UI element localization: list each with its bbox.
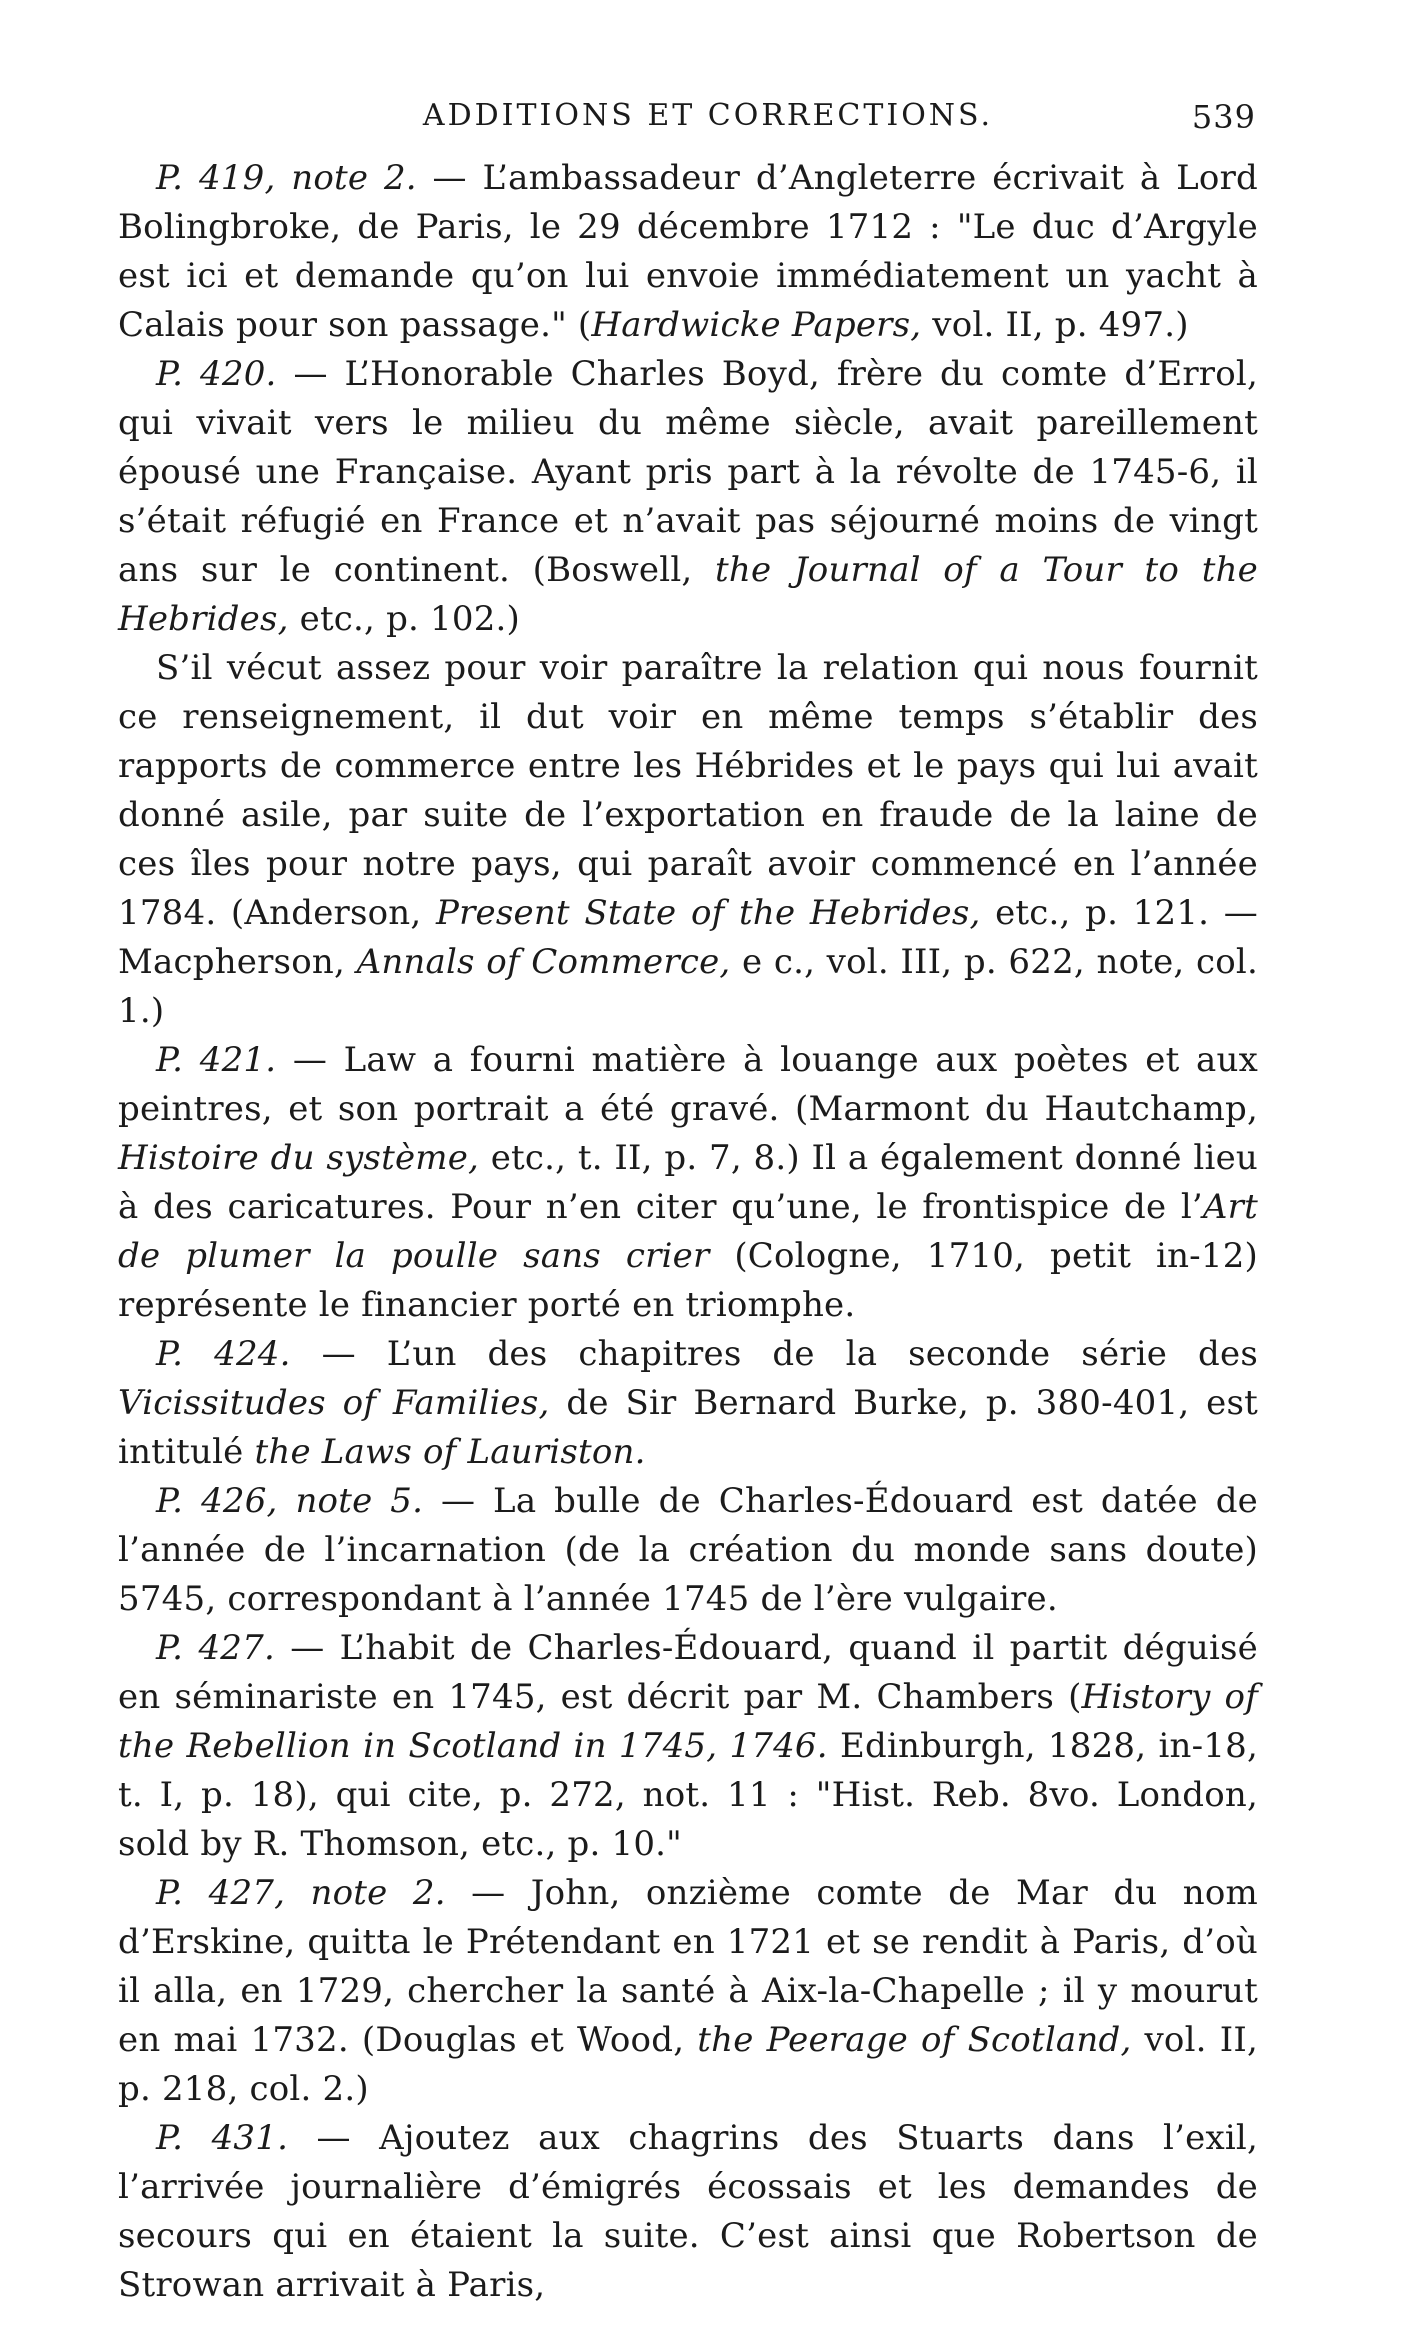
text-run: — L’un des chapitres de la seconde série des [290, 1334, 1258, 1374]
cited-title: Present State of the Hebrides, [436, 893, 981, 933]
cited-title: the Laws of Lauriston. [254, 1432, 646, 1472]
page-reference: P. 419, note 2. [156, 158, 417, 198]
cited-title: Hardwicke Papers, [591, 305, 922, 345]
paragraph [118, 2114, 1258, 2310]
paragraph [118, 1036, 1258, 1330]
text-run: vol. II, p. 497.) [921, 305, 1189, 345]
paragraph [118, 350, 1258, 644]
paragraph [118, 154, 1258, 350]
cited-title: Art de plumer la poulle sans crier [118, 1187, 1258, 1276]
page-reference: P. 427. [156, 1628, 275, 1668]
cited-title: Histoire du système, [118, 1138, 480, 1178]
text-run: — Ajoutez aux chagrins des Stuarts dans l’exil, l’arrivée journalière d’émigrés écossais et les demandes de secours qui en étaient la suite. C’est ainsi que Robertson de Strowan arrivait à Paris, [118, 2118, 1258, 2305]
page-number: 539 [1191, 98, 1256, 136]
text-run: — L’ambassadeur d’Angleterre écrivait à Lord Bolingbroke, de Paris, le 29 décembre 1712 : "Le duc d’Argyle est ici et demande qu’on lui envoie immédiatement un yacht à Calais pour son passage." ( [118, 158, 1259, 345]
running-head [118, 98, 1258, 148]
page-reference: P. 420. [156, 354, 277, 394]
running-title: ADDITIONS ET CORRECTIONS. [422, 98, 994, 133]
paragraph [118, 1477, 1258, 1624]
cited-title: History of the Rebellion in Scotland in 1745, 1746. [118, 1677, 1258, 1766]
text-run: etc., p. 121. — Macpherson, [118, 893, 1258, 982]
text-run: etc., t. II, p. 7, 8.) Il a également donné lieu à des caricatures. Pour n’en citer qu’une, le frontispice de l’ [118, 1138, 1258, 1227]
paragraph [118, 1869, 1258, 2114]
text-run: de Sir Bernard Burke, p. 380-401, est intitulé [118, 1383, 1258, 1472]
paragraph [118, 1330, 1258, 1477]
page [118, 98, 1258, 2310]
cited-title: the Journal of a Tour to the Hebrides, [118, 550, 1258, 639]
page-reference: P. 426, note 5. [156, 1481, 424, 1521]
page-reference: P. 421. [156, 1040, 277, 1080]
page-reference: P. 431. [156, 2118, 289, 2158]
cited-title: the Peerage of Scotland, [697, 2020, 1132, 2060]
cited-title: Vicissitudes of Families, [118, 1383, 550, 1423]
page-reference: P. 424. [156, 1334, 291, 1374]
body-text [118, 154, 1258, 2310]
text-run: vol. II, p. 218, col. 2.) [118, 2020, 1258, 2109]
text-run: — John, onzième comte de Mar du nom d’Erskine, quitta le Prétendant en 1721 et se rendit à Paris, d’où il alla, en 1729, chercher la santé à Aix-la-Chapelle ; il y mourut en mai 1732. (Douglas et Wood, [118, 1873, 1259, 2060]
text-run: Edinburgh, 1828, in-18, t. I, p. 18), qui cite, p. 272, not. 11 : "Hist. Reb. 8vo. London, sold by R. Thomson, etc., p. 10." [118, 1726, 1258, 1864]
text-run: (Cologne, 1710, petit in-12) représente le financier porté en triomphe. [118, 1236, 1258, 1325]
text-run: — L’Honorable Charles Boyd, frère du comte d’Errol, qui vivait vers le milieu du même siècle, avait pareillement épousé une Française. Ayant pris part à la révolte de 1745-6, il s’était réfugié en France et n’avait pas séjourné moins de vingt ans sur le continent. (Boswell, [118, 354, 1258, 590]
text-run: — La bulle de Charles-Édouard est datée de l’année de l’incarnation (de la création du monde sans doute) 5745, correspondant à l’année 1745 de l’ère vulgaire. [118, 1481, 1258, 1619]
text-run: e c., vol. III, p. 622, note, col. 1.) [118, 942, 1258, 1031]
page-reference: P. 427, note 2. [156, 1873, 446, 1913]
paragraph [118, 644, 1258, 1036]
text-run: — Law a fourni matière à louange aux poètes et aux peintres, et son portrait a été gravé. (Marmont du Hautchamp, [118, 1040, 1258, 1129]
text-run: — L’habit de Charles-Édouard, quand il partit déguisé en séminariste en 1745, est décrit par M. Chambers ( [118, 1628, 1258, 1717]
text-run: S’il vécut assez pour voir paraître la relation qui nous fournit ce renseignement, il dut voir en même temps s’établir des rapports de commerce entre les Hébrides et le pays qui lui avait donné asile, par suite de l’exportation en fraude de la laine de ces îles pour notre pays, qui paraît avoir commencé en l’année 1784. (Anderson, [118, 648, 1258, 933]
text-run: etc., p. 102.) [288, 599, 521, 639]
cited-title: Annals of Commerce, [356, 942, 731, 982]
paragraph [118, 1624, 1258, 1869]
